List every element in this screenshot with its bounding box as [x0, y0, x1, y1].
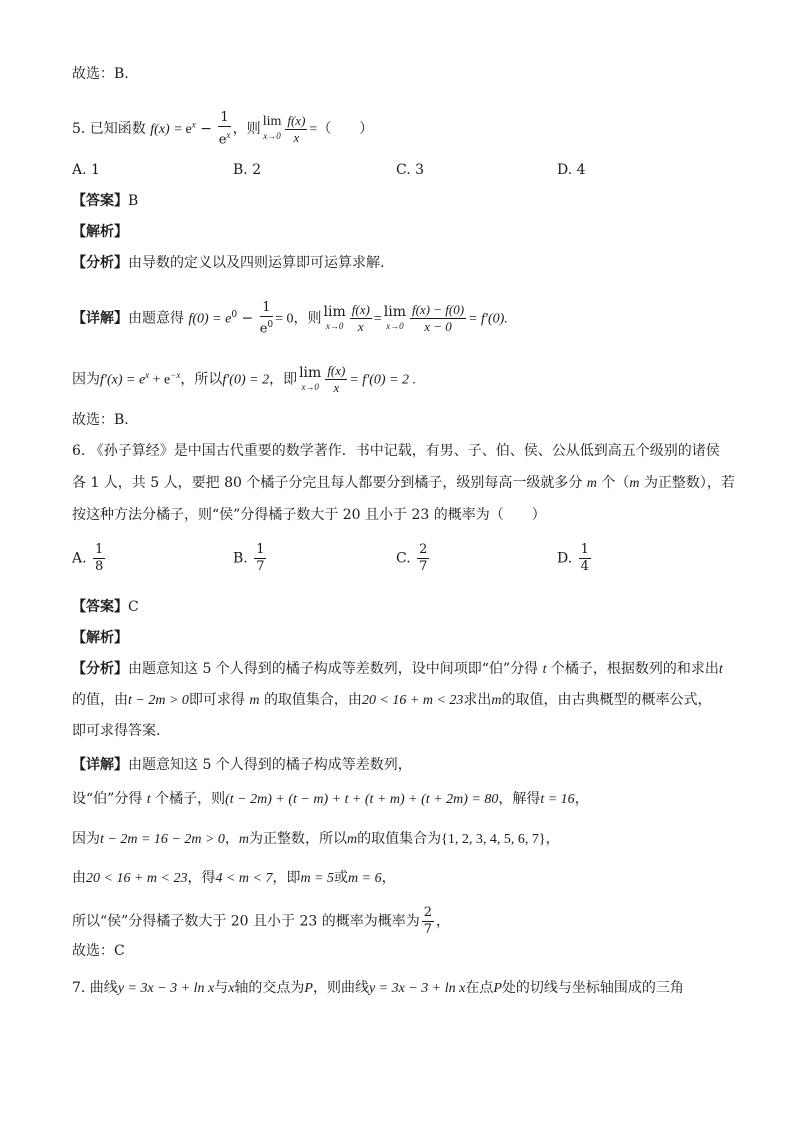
- q6-a-num: 1: [95, 542, 104, 557]
- q6-xiangjie-4: 由20 < 16 + m < 23，得4 < m < 7，即m = 5或m = 6，: [72, 870, 396, 886]
- q6-fenxi-3: 即可求得答案.: [72, 723, 161, 739]
- q5-xiangjie: [72, 300, 508, 337]
- q7-P-1: P: [304, 981, 313, 996]
- q6-fx2c: 的取值集合，由: [263, 692, 362, 708]
- q6-m-3: m: [249, 693, 260, 708]
- q6-answer: [72, 597, 139, 617]
- q5-frac: [218, 110, 230, 148]
- q7-stem: [72, 978, 684, 999]
- q6-b-label: B.: [233, 550, 248, 567]
- fpx-plus: + e: [149, 372, 171, 388]
- q6-m-6: m: [347, 832, 358, 847]
- lim-1-frac: [350, 302, 372, 335]
- q6-xj4c: ，即: [272, 870, 301, 886]
- q5-conclusion: 故选：B.: [72, 412, 129, 428]
- q6-answer-value: C: [128, 599, 139, 615]
- q5-option-b: B. 2: [233, 162, 262, 178]
- q5-frac-den: e: [218, 132, 227, 148]
- q6-fx2d: 求出: [463, 692, 492, 708]
- q6-m-2: m: [629, 476, 640, 491]
- lim-2-num: f(x) − f(0): [411, 302, 465, 318]
- q6-fenxi-tag: 【分析】: [72, 661, 128, 677]
- xiangjie-a: 由题意得: [128, 310, 184, 327]
- q6-m-4: m: [491, 693, 502, 708]
- q5-minus: −: [200, 121, 212, 138]
- q6-xj1: 由题意知这 5 个人得到的橘子构成等差数列，: [128, 757, 412, 773]
- lim-2-den: x − 0: [424, 319, 452, 335]
- q6-m6: m = 6: [348, 871, 382, 886]
- q5-option-a: A. 1: [72, 162, 100, 178]
- q6-line1: 6. 《孙子算经》是中国古代重要的数学著作．书中记载，有男、子、伯、侯、公从低到高五个级别的诸侯: [72, 443, 720, 459]
- so-word: ，所以: [180, 371, 223, 388]
- q6-option-a: [72, 542, 107, 575]
- q6-c-num: 2: [419, 542, 428, 557]
- q5-limit: [263, 115, 282, 143]
- q6-line2b: 个（: [601, 475, 630, 491]
- q6-ineq: 20 < 16 + m < 23: [361, 693, 464, 708]
- q5-frac-den-exp: x: [226, 130, 231, 140]
- q6-sum-eq: (t − 2m) + (t − m) + t + (t + m) + (t + 2m) = 80: [225, 792, 499, 807]
- lim-1: [324, 305, 346, 333]
- q5-analysis-heading: 【解析】: [72, 224, 128, 240]
- q6-m-5: m: [238, 832, 250, 847]
- q6-xj4d: 或: [334, 870, 349, 886]
- fpx-exp1: x: [145, 369, 150, 380]
- q5-eq: =: [309, 122, 318, 138]
- q5-paren: （ ）: [317, 121, 374, 138]
- q6-fenxi-2: [72, 690, 712, 711]
- f0-expr: f(0) = e: [188, 311, 232, 327]
- q5-tail: ，则: [232, 121, 261, 138]
- q6-c-frac: [417, 542, 429, 575]
- q6-option-c: [396, 542, 431, 575]
- answer-tag: 【答案】: [72, 193, 128, 209]
- q6-fx2a: 的值，由: [72, 692, 128, 708]
- q6-line3: 按这种方法分橘子，则“侯”分得橘子数大于 20 且小于 23 的概率为（ ）: [72, 507, 546, 523]
- q7d: ，则曲线: [312, 980, 369, 996]
- q5-limit-num: f(x): [287, 112, 306, 128]
- f0-frac-exp: 0: [267, 320, 274, 330]
- q6-xj3c: 的取值集合为: [357, 831, 442, 847]
- q6-xiangjie-3: 因为t − 2m = 16 − 2m > 0，m为正整数，所以m的取值集合为{1, 2, 3, 4, 5, 6, 7}，: [72, 831, 560, 847]
- q7f: 处的切线与坐标轴围成的三角: [501, 980, 684, 996]
- q5-number: 5. 已知函数: [72, 121, 146, 138]
- namely-word: ，即: [269, 371, 298, 388]
- q5-answer: [72, 191, 138, 211]
- lim-2-label: lim: [383, 303, 406, 320]
- q6-xj3a: 因为: [72, 831, 100, 847]
- lim-3-den: x: [333, 380, 340, 395]
- q6-ans-frac: [422, 905, 434, 938]
- f0-frac: [260, 300, 273, 337]
- q6-ans-den: 7: [423, 922, 433, 937]
- q7b: 与: [214, 980, 229, 996]
- q6-analysis-heading: 【解析】: [72, 630, 128, 646]
- lim-3-frac: [325, 363, 347, 396]
- q6-ans-num: 2: [423, 905, 433, 920]
- q6-xiangjie-5: 所以“侯”分得橘子数大于 20 且小于 23 的概率为概率为 $\frac{2}{7}$ ，: [72, 905, 451, 937]
- q6-fx2b: 即可求得: [188, 692, 245, 708]
- lim-3: [299, 366, 321, 394]
- fp0-result: = f′(0).: [468, 311, 508, 327]
- fenxi-tag: 【分析】: [72, 255, 128, 271]
- xiangjie-b: ，则: [293, 310, 322, 327]
- q6-fenxi-1: [72, 659, 723, 680]
- q6-a-label: A.: [72, 550, 87, 567]
- q6-line2: [72, 473, 735, 494]
- fp0-2: f′(0) = 2: [222, 372, 270, 388]
- q6-xj5: 所以“侯”分得橘子数大于 20 且小于 23 的概率为概率为: [72, 913, 420, 930]
- q6-ineq2: 20 < 16 + m < 23: [86, 871, 188, 886]
- q6-option-b: [233, 542, 268, 575]
- q7-curve-2: y = 3x − 3 + ln x: [368, 981, 466, 996]
- lim-3-num: f(x): [327, 363, 346, 378]
- lim-eq: =: [373, 311, 382, 327]
- q6-m-1: m: [586, 476, 597, 491]
- q5-exp-x: x: [191, 119, 196, 130]
- q6-fx1a: 由题意知这 5 个人得到的橘子构成等差数列，设中间项即“伯”分得: [128, 661, 539, 677]
- lim-1-den: x: [357, 319, 364, 335]
- fp0-3: = f′(0) = 2 .: [349, 372, 417, 388]
- q6-xj2c: ，解得: [498, 791, 541, 807]
- lim-1-label: lim: [323, 303, 346, 320]
- q6-d-den: 4: [580, 559, 589, 574]
- q6-t-3: t: [146, 792, 151, 807]
- q6-b-den: 7: [256, 559, 265, 574]
- q6-conclusion: 故选：C: [72, 943, 125, 959]
- q7-P-2: P: [493, 981, 502, 996]
- f0-minus: −: [241, 310, 254, 327]
- lim-label: lim: [262, 114, 282, 130]
- q6-xj4a: 由: [72, 870, 86, 886]
- fpx-expr: f′(x) = e: [100, 372, 146, 388]
- q6-d-label: D.: [557, 550, 573, 567]
- q5-fenxi: [72, 253, 384, 273]
- q5-stem: [72, 110, 373, 148]
- q6-line2c: 为正整数），若: [643, 475, 735, 491]
- q6-c-label: C.: [396, 550, 411, 567]
- lim-3-sub: x→0: [301, 381, 319, 392]
- fpx-exp2: −x: [170, 369, 181, 380]
- q6-fx2e: 的取值，由古典概型的概率公式，: [501, 692, 712, 708]
- f0-frac-num: 1: [260, 300, 273, 317]
- f0-frac-den: e: [259, 321, 268, 337]
- f0-eq0: = 0: [275, 311, 294, 327]
- q6-t16: t = 16: [540, 792, 575, 807]
- q6-line2a: 各 1 人，共 5 人，要把 80 个橘子分完且每人都要分到橘子，级别每高一级就多分: [72, 475, 583, 491]
- q6-set: {1, 2, 3, 4, 5, 6, 7}: [441, 832, 546, 847]
- q5-limit-den: x: [293, 129, 300, 145]
- q6-b-num: 1: [256, 542, 265, 557]
- lim-1-num: f(x): [351, 302, 370, 318]
- q6-b-frac: [254, 542, 266, 575]
- q5-func-def: = e: [174, 122, 192, 138]
- q6-m47: 4 < m < 7: [215, 871, 273, 886]
- q6-t-1: t: [542, 662, 547, 677]
- q7-x: x: [228, 981, 235, 996]
- q6-t2m: t − 2m > 0: [128, 693, 189, 708]
- q5-option-d: D. 4: [557, 162, 586, 178]
- q4-conclusion: 故选：B.: [72, 66, 129, 82]
- q6-xj2b: 个橘子，则: [155, 791, 226, 807]
- fenxi-text: 由导数的定义以及四则运算即可运算求解.: [128, 255, 385, 271]
- lim-2-frac: [410, 302, 466, 335]
- q6-xj4b: ，得: [187, 870, 216, 886]
- q6-option-d: [557, 542, 593, 575]
- q6-xiangjie-2: 设“伯”分得 t 个橘子，则(t − 2m) + (t − m) + t + (t + m) + (t + 2m) = 80，解得t = 16，: [72, 791, 589, 807]
- q5-because: [72, 363, 416, 396]
- q6-xiangjie-1: [72, 755, 412, 775]
- q6-xj2a: 设“伯”分得: [72, 791, 143, 807]
- q6-fx1b: 个橘子，根据数列的和求出: [550, 661, 719, 677]
- lim-2: [384, 305, 406, 333]
- lim-1-sub: x→0: [325, 320, 344, 331]
- q6-a-den: 8: [95, 559, 104, 574]
- because-word: 因为: [72, 371, 100, 388]
- q5-limit-frac: [285, 113, 307, 146]
- lim-sub: x→0: [263, 131, 281, 142]
- q6-d-frac: [579, 542, 591, 575]
- q6-a-frac: [93, 542, 105, 575]
- q7c: 轴的交点为: [234, 980, 305, 996]
- q6-answer-tag: 【答案】: [72, 599, 128, 615]
- xiangjie-tag: 【详解】: [72, 310, 128, 327]
- q7-curve-1: y = 3x − 3 + ln x: [117, 981, 215, 996]
- q6-t2m16: t − 2m = 16 − 2m > 0: [100, 832, 225, 847]
- q5-option-c: C. 3: [396, 162, 425, 178]
- q5-frac-num: 1: [220, 110, 229, 125]
- q6-m5: m = 5: [300, 871, 335, 886]
- q5-func-name: f(x): [150, 122, 170, 138]
- q6-xj3b: 为正整数，所以: [249, 831, 348, 847]
- q6-t-2: t: [718, 662, 723, 677]
- q6-xiangjie-tag: 【详解】: [72, 757, 128, 773]
- answer-value: B: [128, 193, 139, 209]
- lim-3-label: lim: [299, 364, 322, 381]
- q7a: 7. 曲线: [72, 980, 118, 996]
- f0-exp: 0: [231, 310, 238, 321]
- lim-2-sub: x→0: [386, 320, 404, 331]
- q6-d-num: 1: [580, 542, 589, 557]
- q7e: 在点: [465, 980, 494, 996]
- q6-c-den: 7: [419, 559, 428, 574]
